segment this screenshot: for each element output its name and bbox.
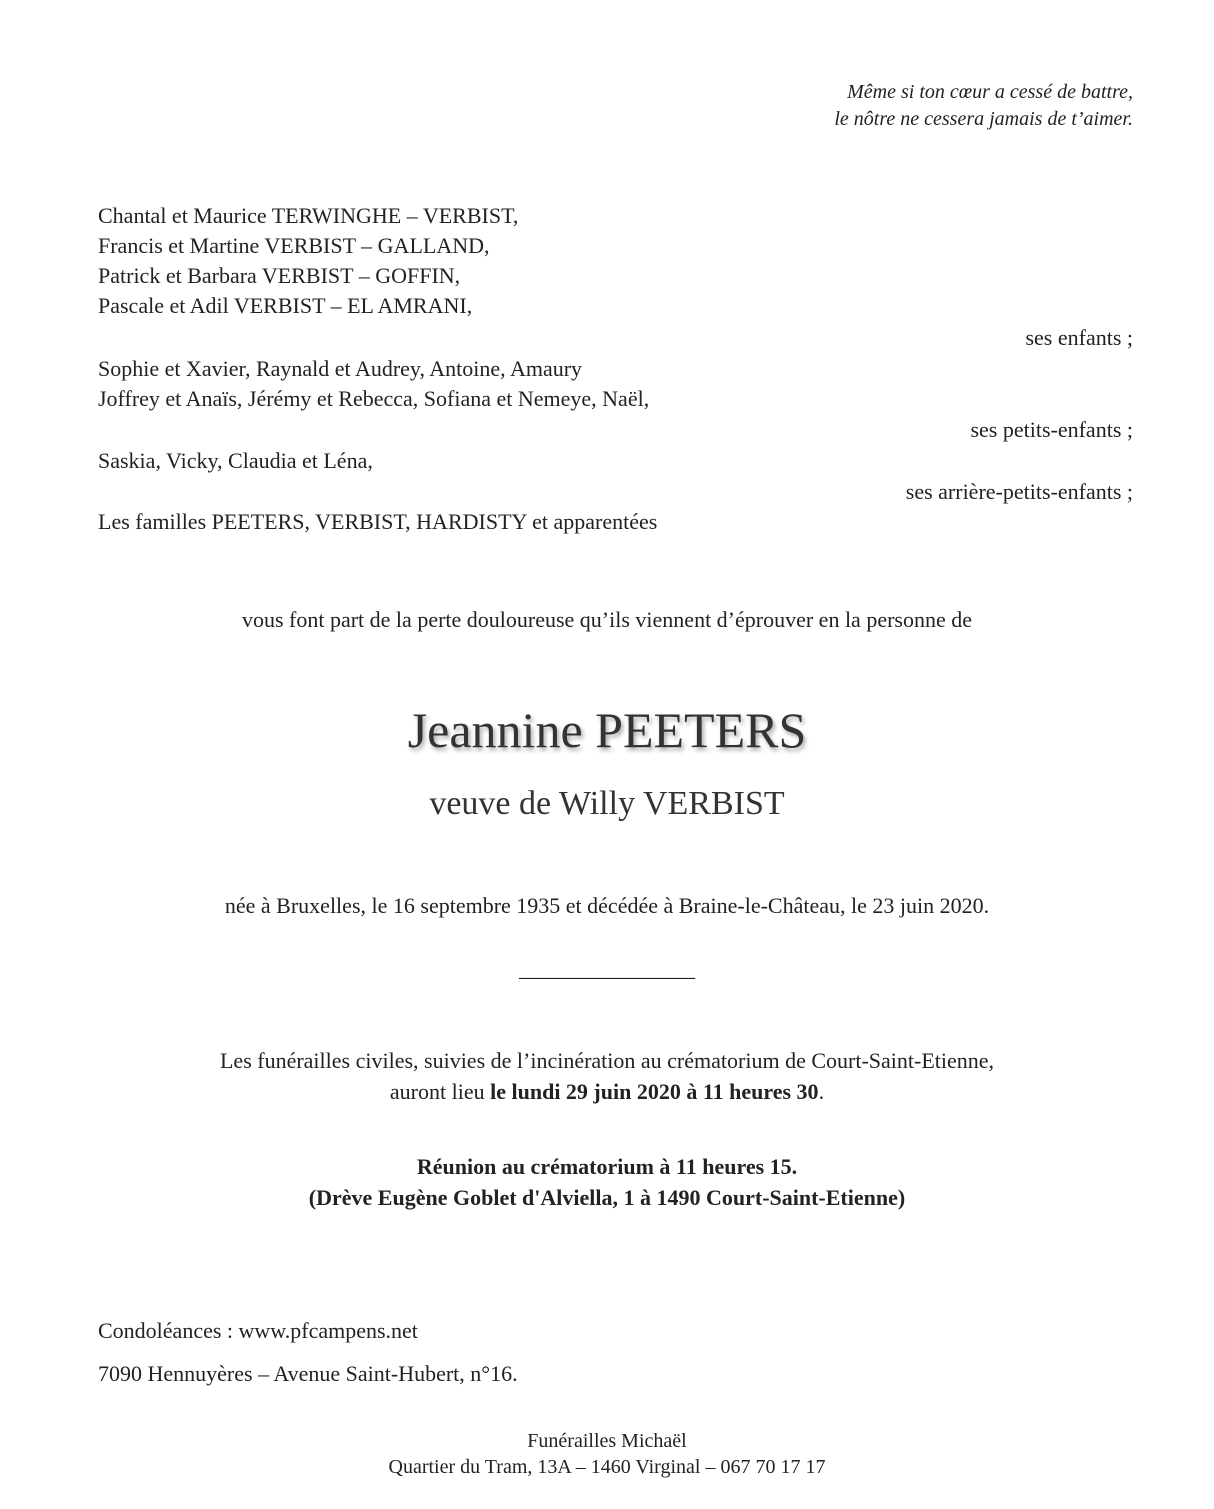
funeral-line-2-suffix: . — [818, 1079, 825, 1104]
announcement-text: vous font part de la perte douloureuse qu’ils viennent d’éprouver en la personne de — [241, 607, 973, 632]
separator-line: ________________ — [519, 956, 695, 981]
funeral-home-name: Funérailles Michaël — [527, 1430, 687, 1452]
grandchildren-list — [98, 354, 649, 414]
list-item: Saskia, Vicky, Claudia et Léna, — [98, 448, 373, 473]
deceased-name: Jeannine PEETERS — [407, 702, 807, 758]
list-item: Francis et Martine VERBIST – GALLAND, — [98, 233, 490, 258]
crematorium-meeting: Réunion au crématorium à 11 heures 15. — [416, 1154, 798, 1179]
condolences-line: Condoléances : www.pfcampens.net — [98, 1318, 418, 1343]
quote-line-1: Même si ton cœur a cessé de battre, — [847, 81, 1133, 103]
children-label: ses enfants ; — [1025, 325, 1133, 350]
widow-of-line: veuve de Willy VERBIST — [429, 785, 785, 822]
funeral-date-time: le lundi 29 juin 2020 à 11 heures 30 — [490, 1079, 819, 1104]
funeral-line-1: Les funérailles civiles, suivies de l’incinération au crématorium de Court-Saint-Etienne, — [219, 1048, 995, 1073]
grandchildren-label: ses petits-enfants ; — [970, 417, 1133, 442]
list-item: Sophie et Xavier, Raynald et Audrey, Antoine, Amaury — [98, 356, 583, 381]
funeral-line-2 — [0, 1077, 1214, 1107]
list-item: Joffrey et Anaïs, Jérémy et Rebecca, Sofiana et Nemeye, Naël, — [98, 386, 650, 411]
contact-address: 7090 Hennuyères – Avenue Saint-Hubert, n°16. — [98, 1361, 518, 1386]
children-list — [98, 201, 518, 321]
great-grandchildren-list — [98, 446, 373, 476]
list-item: Pascale et Adil VERBIST – EL AMRANI, — [98, 293, 473, 318]
birth-death-dates: née à Bruxelles, le 16 septembre 1935 et décédée à Braine-le-Château, le 23 juin 2020. — [224, 893, 990, 918]
epigraph-quote — [834, 79, 1133, 133]
funeral-line-2-prefix: auront lieu — [389, 1079, 491, 1104]
crematorium-address: (Drève Eugène Goblet d'Alviella, 1 à 1490 Court-Saint-Etienne) — [308, 1185, 906, 1210]
funeral-home-address: Quartier du Tram, 13A – 1460 Virginal – 067 70 17 17 — [388, 1456, 826, 1478]
quote-line-2: le nôtre ne cessera jamais de t’aimer. — [834, 108, 1133, 130]
families-line: Les familles PEETERS, VERBIST, HARDISTY et apparentées — [98, 509, 658, 534]
great-grandchildren-label: ses arrière-petits-enfants ; — [905, 479, 1133, 504]
list-item: Patrick et Barbara VERBIST – GOFFIN, — [98, 263, 461, 288]
list-item: Chantal et Maurice TERWINGHE – VERBIST, — [98, 203, 519, 228]
